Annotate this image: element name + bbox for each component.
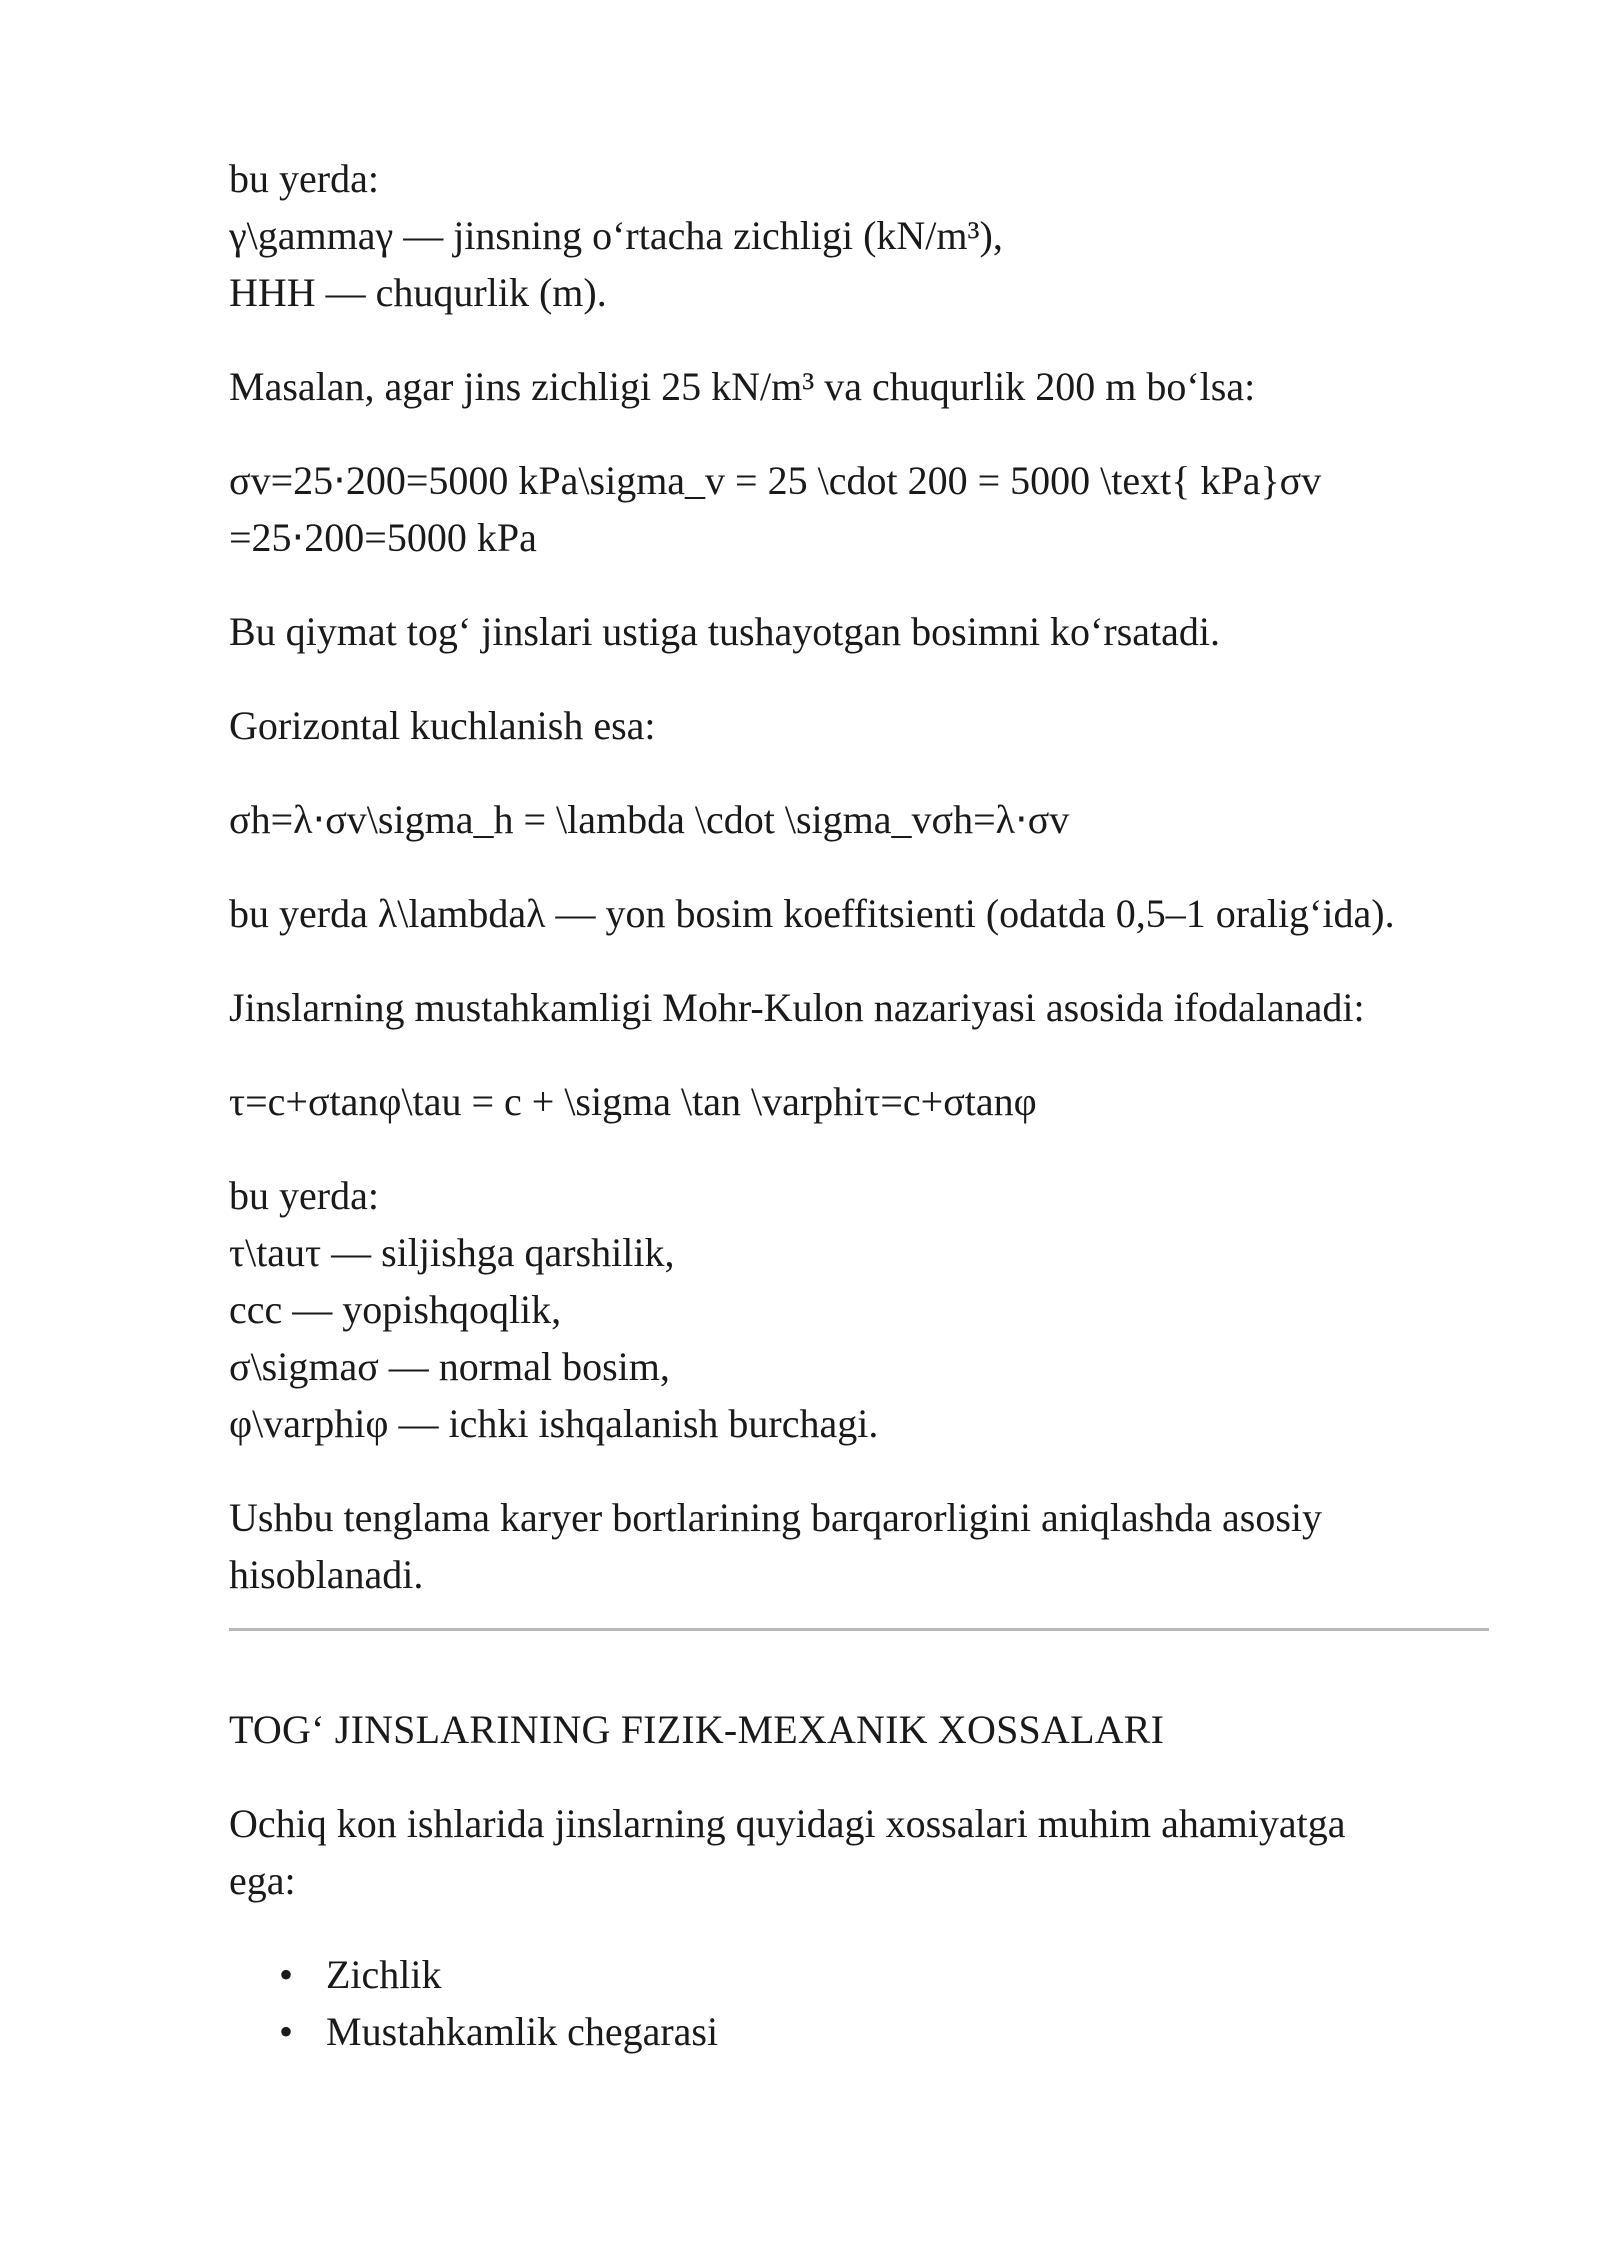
lambda-paragraph: bu yerda λ\lambdaλ — yon bosim koeffitsienti (odatda 0,5–1 oralig‘ida). (229, 891, 1395, 936)
list-item (229, 1946, 1489, 2003)
definition-depth: HHH — chuqurlik (m). (229, 270, 607, 315)
bullet-icon: • (279, 1952, 294, 1997)
definition-sigma: σ\sigmaσ — normal bosim, (229, 1344, 670, 1389)
equation-paragraph-line-2: hisoblanadi. (229, 1552, 424, 1597)
formula-sigma-v-line-1: σv=25⋅200=5000 kPa\sigma_v = 25 \cdot 200 = 5000 \text{ kPa}σv (229, 458, 1322, 503)
section-heading: TOG‘ JINSLARINING FIZIK-MEXANIK XOSSALARI (229, 1707, 1165, 1752)
equation-paragraph (229, 1489, 1489, 1603)
list-item-label: Mustahkamlik chegarasi (326, 2009, 719, 2054)
definition-tau: τ\tauτ — siljishga qarshilik, (229, 1230, 675, 1275)
where-block-1 (229, 150, 1489, 321)
section-divider (229, 1628, 1489, 1631)
document-page (229, 150, 1489, 2060)
definition-cohesion: ccc — yopishqoqlik, (229, 1287, 562, 1332)
properties-intro (229, 1795, 1489, 1909)
properties-list (229, 1946, 1489, 2060)
pressure-paragraph: Bu qiymat tog‘ jinslari ustiga tushayotgan bosimni ko‘rsatadi. (229, 609, 1220, 654)
list-item (229, 2003, 1489, 2060)
list-item-label: Zichlik (326, 1952, 442, 1997)
properties-intro-line-2: ega: (229, 1858, 296, 1903)
example-paragraph: Masalan, agar jins zichligi 25 kN/m³ va chuqurlik 200 m bo‘lsa: (229, 364, 1256, 409)
formula-sigma-v-line-2: =25⋅200=5000 kPa (229, 515, 537, 560)
bullet-icon: • (279, 2009, 294, 2054)
where-block-2 (229, 1167, 1489, 1452)
formula-sigma-v (229, 452, 1489, 566)
where-label: bu yerda: (229, 156, 379, 201)
definition-phi: φ\varphiφ — ichki ishqalanish burchagi. (229, 1401, 879, 1446)
horizontal-paragraph: Gorizontal kuchlanish esa: (229, 703, 656, 748)
equation-paragraph-line-1: Ushbu tenglama karyer bortlarining barqarorligini aniqlashda asosiy (229, 1495, 1323, 1540)
formula-tau: τ=c+σtanφ\tau = c + \sigma \tan \varphiτ=c+σtanφ (229, 1079, 1037, 1124)
properties-intro-line-1: Ochiq kon ishlarida jinslarning quyidagi xossalari muhim ahamiyatga (229, 1801, 1346, 1846)
strength-paragraph: Jinslarning mustahkamligi Mohr-Kulon nazariyasi asosida ifodalanadi: (229, 985, 1365, 1030)
formula-sigma-h: σh=λ⋅σv\sigma_h = \lambda \cdot \sigma_vσh=λ⋅σv (229, 797, 1070, 842)
definition-gamma: γ\gammaγ — jinsning o‘rtacha zichligi (kN/m³), (229, 213, 1003, 258)
where-label: bu yerda: (229, 1173, 379, 1218)
